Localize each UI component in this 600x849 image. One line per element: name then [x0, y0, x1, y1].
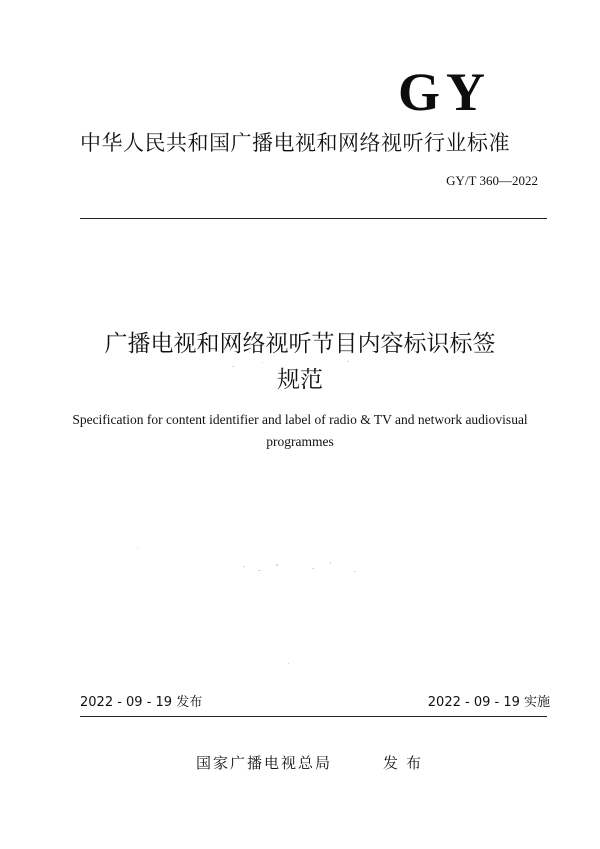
- gy-logo: GY: [398, 62, 491, 122]
- chinese-title: [0, 326, 600, 398]
- scan-speckle: [276, 564, 278, 566]
- english-title-line-2: programmes: [266, 434, 334, 449]
- publisher-name: 国家广播电视总局: [196, 754, 333, 772]
- chinese-title-line-2: 规范: [277, 367, 323, 393]
- scan-speckle: [243, 566, 245, 567]
- english-title-line-1: Specification for content identifier and label of radio & TV and network audiovisual: [72, 412, 528, 427]
- english-title: [60, 409, 540, 453]
- publish-label: 发布: [383, 754, 430, 772]
- scan-speckle: [288, 663, 289, 664]
- issue-date: 2022 - 09 - 19 发布: [80, 695, 203, 710]
- implementation-date: 2022 - 09 - 19 实施: [427, 695, 550, 710]
- standard-number: GY/T 360—2022: [446, 173, 538, 188]
- scan-speckle: [347, 361, 349, 362]
- industry-standard-title: 中华人民共和国广播电视和网络视听行业标准: [80, 131, 510, 155]
- header-divider: [80, 218, 547, 219]
- scan-speckle: [137, 548, 138, 549]
- scan-speckle: [354, 571, 356, 572]
- chinese-title-line-1: 广播电视和网络视听节目内容标识标签: [104, 331, 496, 357]
- scan-speckle: [258, 570, 261, 571]
- footer-divider: [80, 716, 547, 717]
- scan-speckle: [262, 362, 263, 363]
- scan-speckle: [232, 366, 234, 367]
- scan-speckle: [330, 562, 331, 564]
- scan-speckle: [312, 568, 314, 569]
